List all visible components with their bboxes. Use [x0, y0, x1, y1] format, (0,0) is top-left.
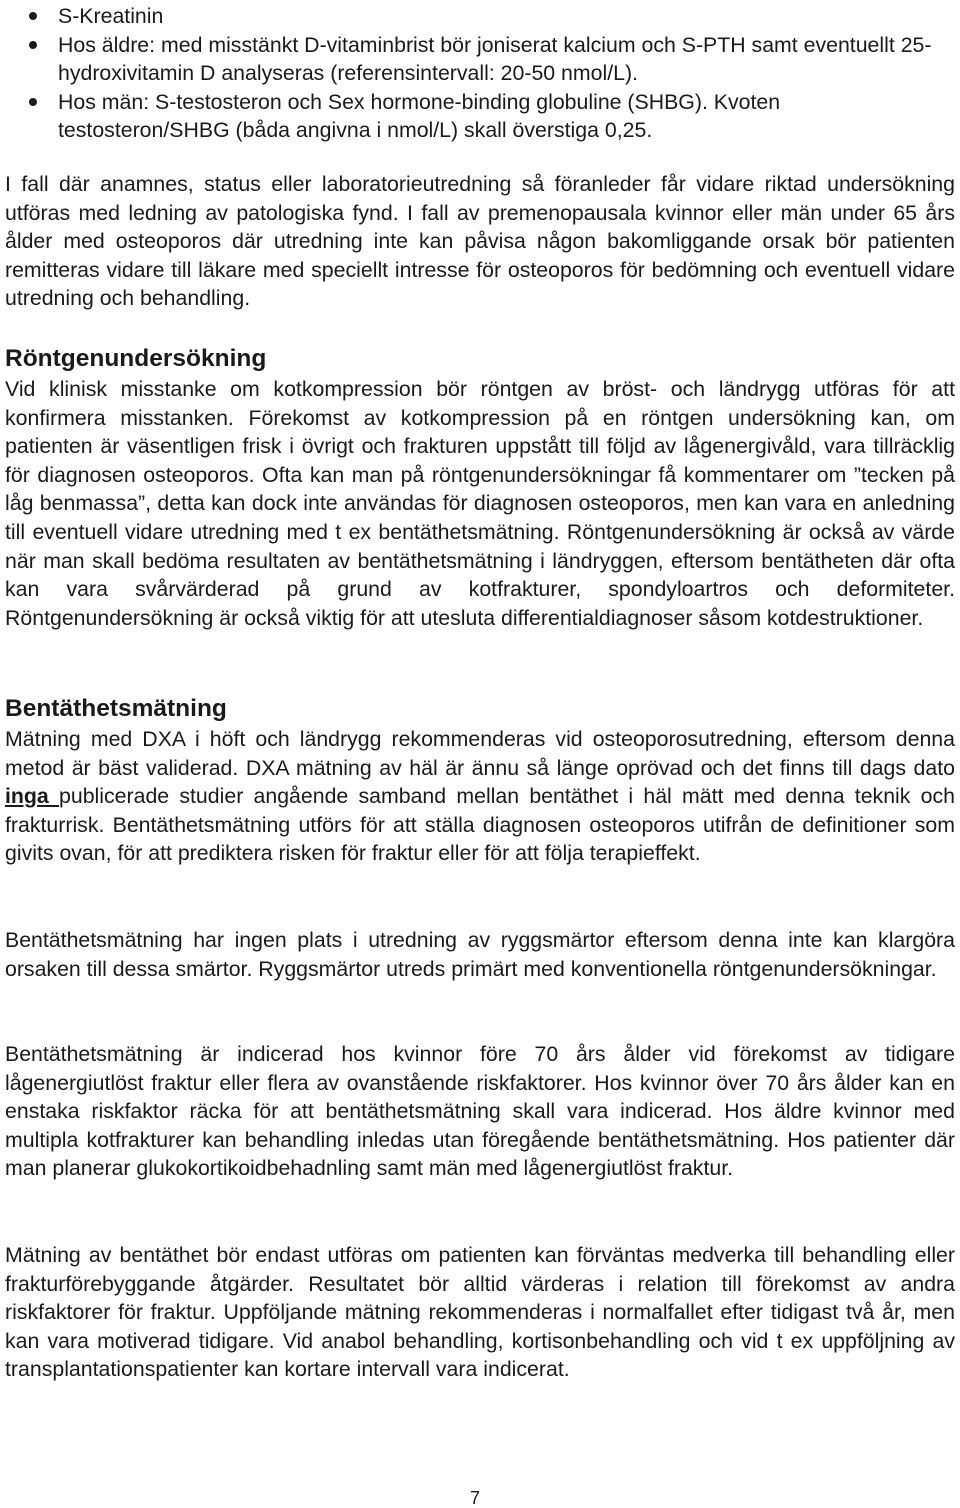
list-item: [5, 31, 955, 88]
bullet-icon: [29, 98, 37, 106]
paragraph-text: publicerade studier angående samband mellan bentäthet i häl mätt med denna teknik och frakturrisk. Bentäthetsmätning utförs för att ställa diagnosen osteoporos utifrån de definitioner som givits ovan, för att prediktera risken för fraktur eller för att följa terapieffekt.: [5, 784, 955, 866]
bentathet-paragraph-4: Mätning av bentäthet bör endast utföras om patienten kan förväntas medverka till behandling eller frakturförebyggande åtgärder. Resultatet bör alltid värderas i relation till förekomst av andra riskfaktorer för fraktur. Uppföljande mätning rekommenderas i normalfallet efter tidigast två år, men kan vara motiverad tidigare. Vid anabol behandling, kortisonbehandling och vid t ex uppföljning av transplantationspatienter kan kortare intervall vara indicerat.: [5, 1243, 955, 1382]
paragraph-text: Mätning med DXA i höft och ländrygg rekommenderas vid osteoporosutredning, eftersom denna metod är bäst validerad. DXA mätning av häl är ännu så länge oprövad och det finns till dags dato: [5, 727, 955, 780]
emphasized-word: inga: [5, 784, 60, 809]
bentathet-paragraph-1: [5, 725, 955, 868]
list-item-text: Hos män: S-testosteron och Sex hormone-binding globuline (SHBG). Kvoten testosteron/SHBG (båda angivna i nmol/L) skall överstiga 0,25.: [58, 89, 781, 142]
list-item-text: Hos äldre: med misstänkt D-vitaminbrist bör joniserat kalcium och S-PTH samt eventuellt 25-hydroxivitamin D analyseras (referensintervall: 20-50 nmol/L).: [58, 32, 932, 85]
bentathet-paragraph-2: Bentäthetsmätning har ingen plats i utredning av ryggsmärtor eftersom denna inte kan klargöra orsaken till dessa smärtor. Ryggsmärtor utreds primärt med konventionella röntgenundersökningar.: [5, 928, 955, 981]
section-heading-rontgen: Röntgenundersökning: [5, 345, 267, 372]
lab-test-list: [5, 2, 955, 145]
bentathet-paragraph-3: Bentäthetsmätning är indicerad hos kvinnor före 70 års ålder vid förekomst av tidigare lågenergiutlöst fraktur eller flera av ovanstående riskfaktorer. Hos kvinnor över 70 års ålder kan en enstaka riskfaktor räcka för att bentäthetsmätning skall vara indicerad. Hos äldre kvinnor med multipla kotfrakturer kan behandling inledas utan föregående bentäthetsmätning. Hos patienter där man planerar glukokortikoidbehadnling samt män med lågenergiutlöst fraktur.: [5, 1042, 955, 1181]
rontgen-paragraph: Vid klinisk misstanke om kotkompression bör röntgen av bröst- och ländrygg utföras för att konfirmera misstanken. Förekomst av kotkompression på en röntgen undersökning kan, om patienten är väsentligen frisk i övrigt och frakturen uppstått till följd av lågenergivåld, vara tillräcklig för diagnosen osteoporos. Ofta kan man på röntgenundersökningar få kommentarer om ”tecken på låg benmassa”, detta kan dock inte användas för diagnosen osteoporos, men kan vara en anledning till eventuell vidare utredning med t ex bentäthetsmätning. Röntgenundersökning är också av värde när man skall bedöma resultaten av bentäthetsmätning i ländryggen, eftersom bentätheten där ofta kan vara svårvärderad på grund av kotfrakturer, spondyloartros och deformiteter. Röntgenundersökning är också viktig för att utesluta differentialdiagnoser såsom kotdestruktioner.: [5, 377, 955, 630]
list-item-text: S-Kreatinin: [58, 4, 164, 28]
section-heading-bentathet: Bentäthetsmätning: [5, 695, 227, 722]
page-number: 7: [470, 1488, 481, 1508]
list-item: [5, 88, 955, 145]
bullet-icon: [29, 41, 37, 49]
bullet-icon: [29, 12, 37, 20]
list-item: [5, 2, 955, 31]
intro-paragraph: I fall där anamnes, status eller laboratorieutredning så föranleder får vidare riktad undersökning utföras med ledning av patologiska fynd. I fall av premenopausala kvinnor eller män under 65 års ålder med osteoporos där utredning inte kan påvisa någon bakomliggande orsak bör patienten remitteras vidare till läkare med speciellt intresse för osteoporos för bedömning och eventuell vidare utredning och behandling.: [5, 172, 955, 311]
